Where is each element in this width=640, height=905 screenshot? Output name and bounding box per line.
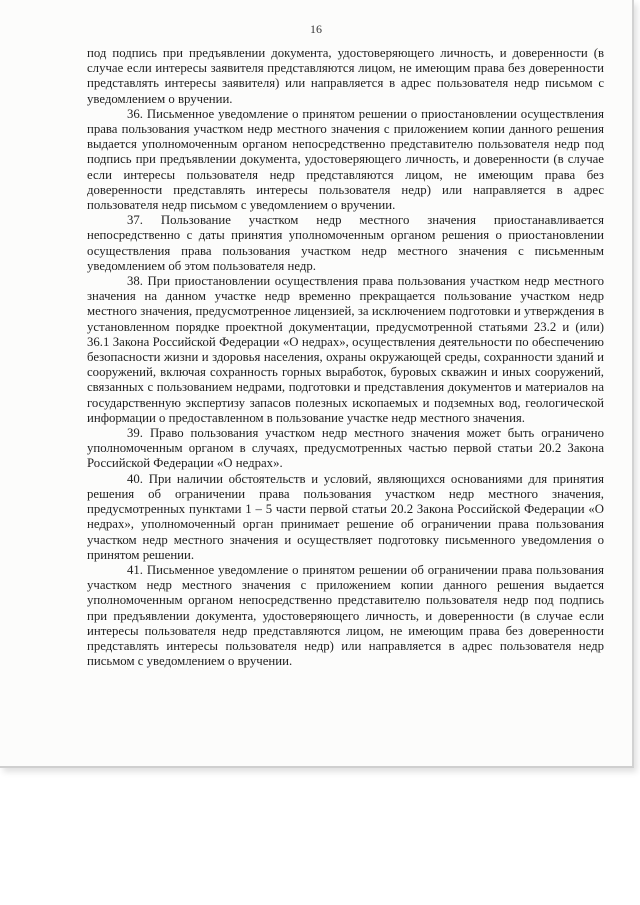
page-number: 16: [310, 22, 322, 36]
paragraph-41: 41. Письменное уведомление о принятом решении об ограничении права пользования участком недр местного значения с приложением копии данного решения выдается уполномоченным органом непосредственно представителю пользователя недр под подпись при предъявлении документа, удостоверяющего личность, и доверенности (в случае если интересы пользователя недр представляются лицом, не имеющим права без доверенности представлять интересы пользователя недр) или направляется в адрес пользователя недр письмом с уведомлением о вручении.: [87, 562, 604, 669]
paragraph-36: 36. Письменное уведомление о принятом решении о приостановлении осуществления права пользования участком недр местного значения с приложением копии данного решения выдается уполномоченным органом непосредственно представителю пользователя недр под подпись при предъявлении документа, удостоверяющего личность, и доверенности (в случае если интересы пользователя недр представляются лицом, не имеющим права без доверенности представлять интересы пользователя недр) или направляется в адрес пользователя недр письмом с уведомлением о вручении.: [87, 106, 604, 213]
document-body: [87, 46, 604, 669]
paragraph-39: 39. Право пользования участком недр местного значения может быть ограничено уполномоченным органом в случаях, предусмотренных частью первой статьи 20.2 Закона Российской Федерации «О недрах».: [87, 426, 604, 471]
paragraph-continuation: под подпись при предъявлении документа, удостоверяющего личность, и доверенности (в случае если интересы заявителя представляются лицом, не имеющим права без доверенности представлять интересы заявителя) или направляется в адрес пользователя недр письмом с уведомлением о вручении.: [87, 46, 604, 106]
paragraph-38: 38. При приостановлении осуществления права пользования участком недр местного значения на данном участке недр временно прекращается пользование участком недр местного значения, предусмотренное лицензией, за исключением подготовки и утверждения в установленном порядке проектной документации, предусмотренной статьями 23.2 и (или) 36.1 Закона Российской Федерации «О недрах», осуществления деятельности по обеспечению безопасности жизни и здоровья населения, охраны окружающей среды, сохранности зданий и сооружений, включая сохранность горных выработок, буровых скважин и иных сооружений, связанных с пользованием недрами, подготовки и представления документов и материалов на государственную экспертизу запасов полезных ископаемых и подземных вод, геологической информации о предоставленном в пользование участке недр местного значения.: [87, 274, 604, 425]
paragraph-40: 40. При наличии обстоятельств и условий, являющихся основаниями для принятия решения об ограничении права пользования участком недр местного значения, предусмотренных пунктами 1 – 5 части первой статьи 20.2 Закона Российской Федерации «О недрах», уполномоченный орган принимает решение об ограничении права пользования участком недр местного значения и осуществляет подготовку письменного уведомления о принятом решении.: [87, 471, 604, 562]
paragraph-37: 37. Пользование участком недр местного значения приостанавливается непосредственно с даты принятия уполномоченным органом решения о приостановлении осуществления права пользования участком недр местного значения с письменным уведомлением об этом пользователя недр.: [87, 213, 604, 273]
